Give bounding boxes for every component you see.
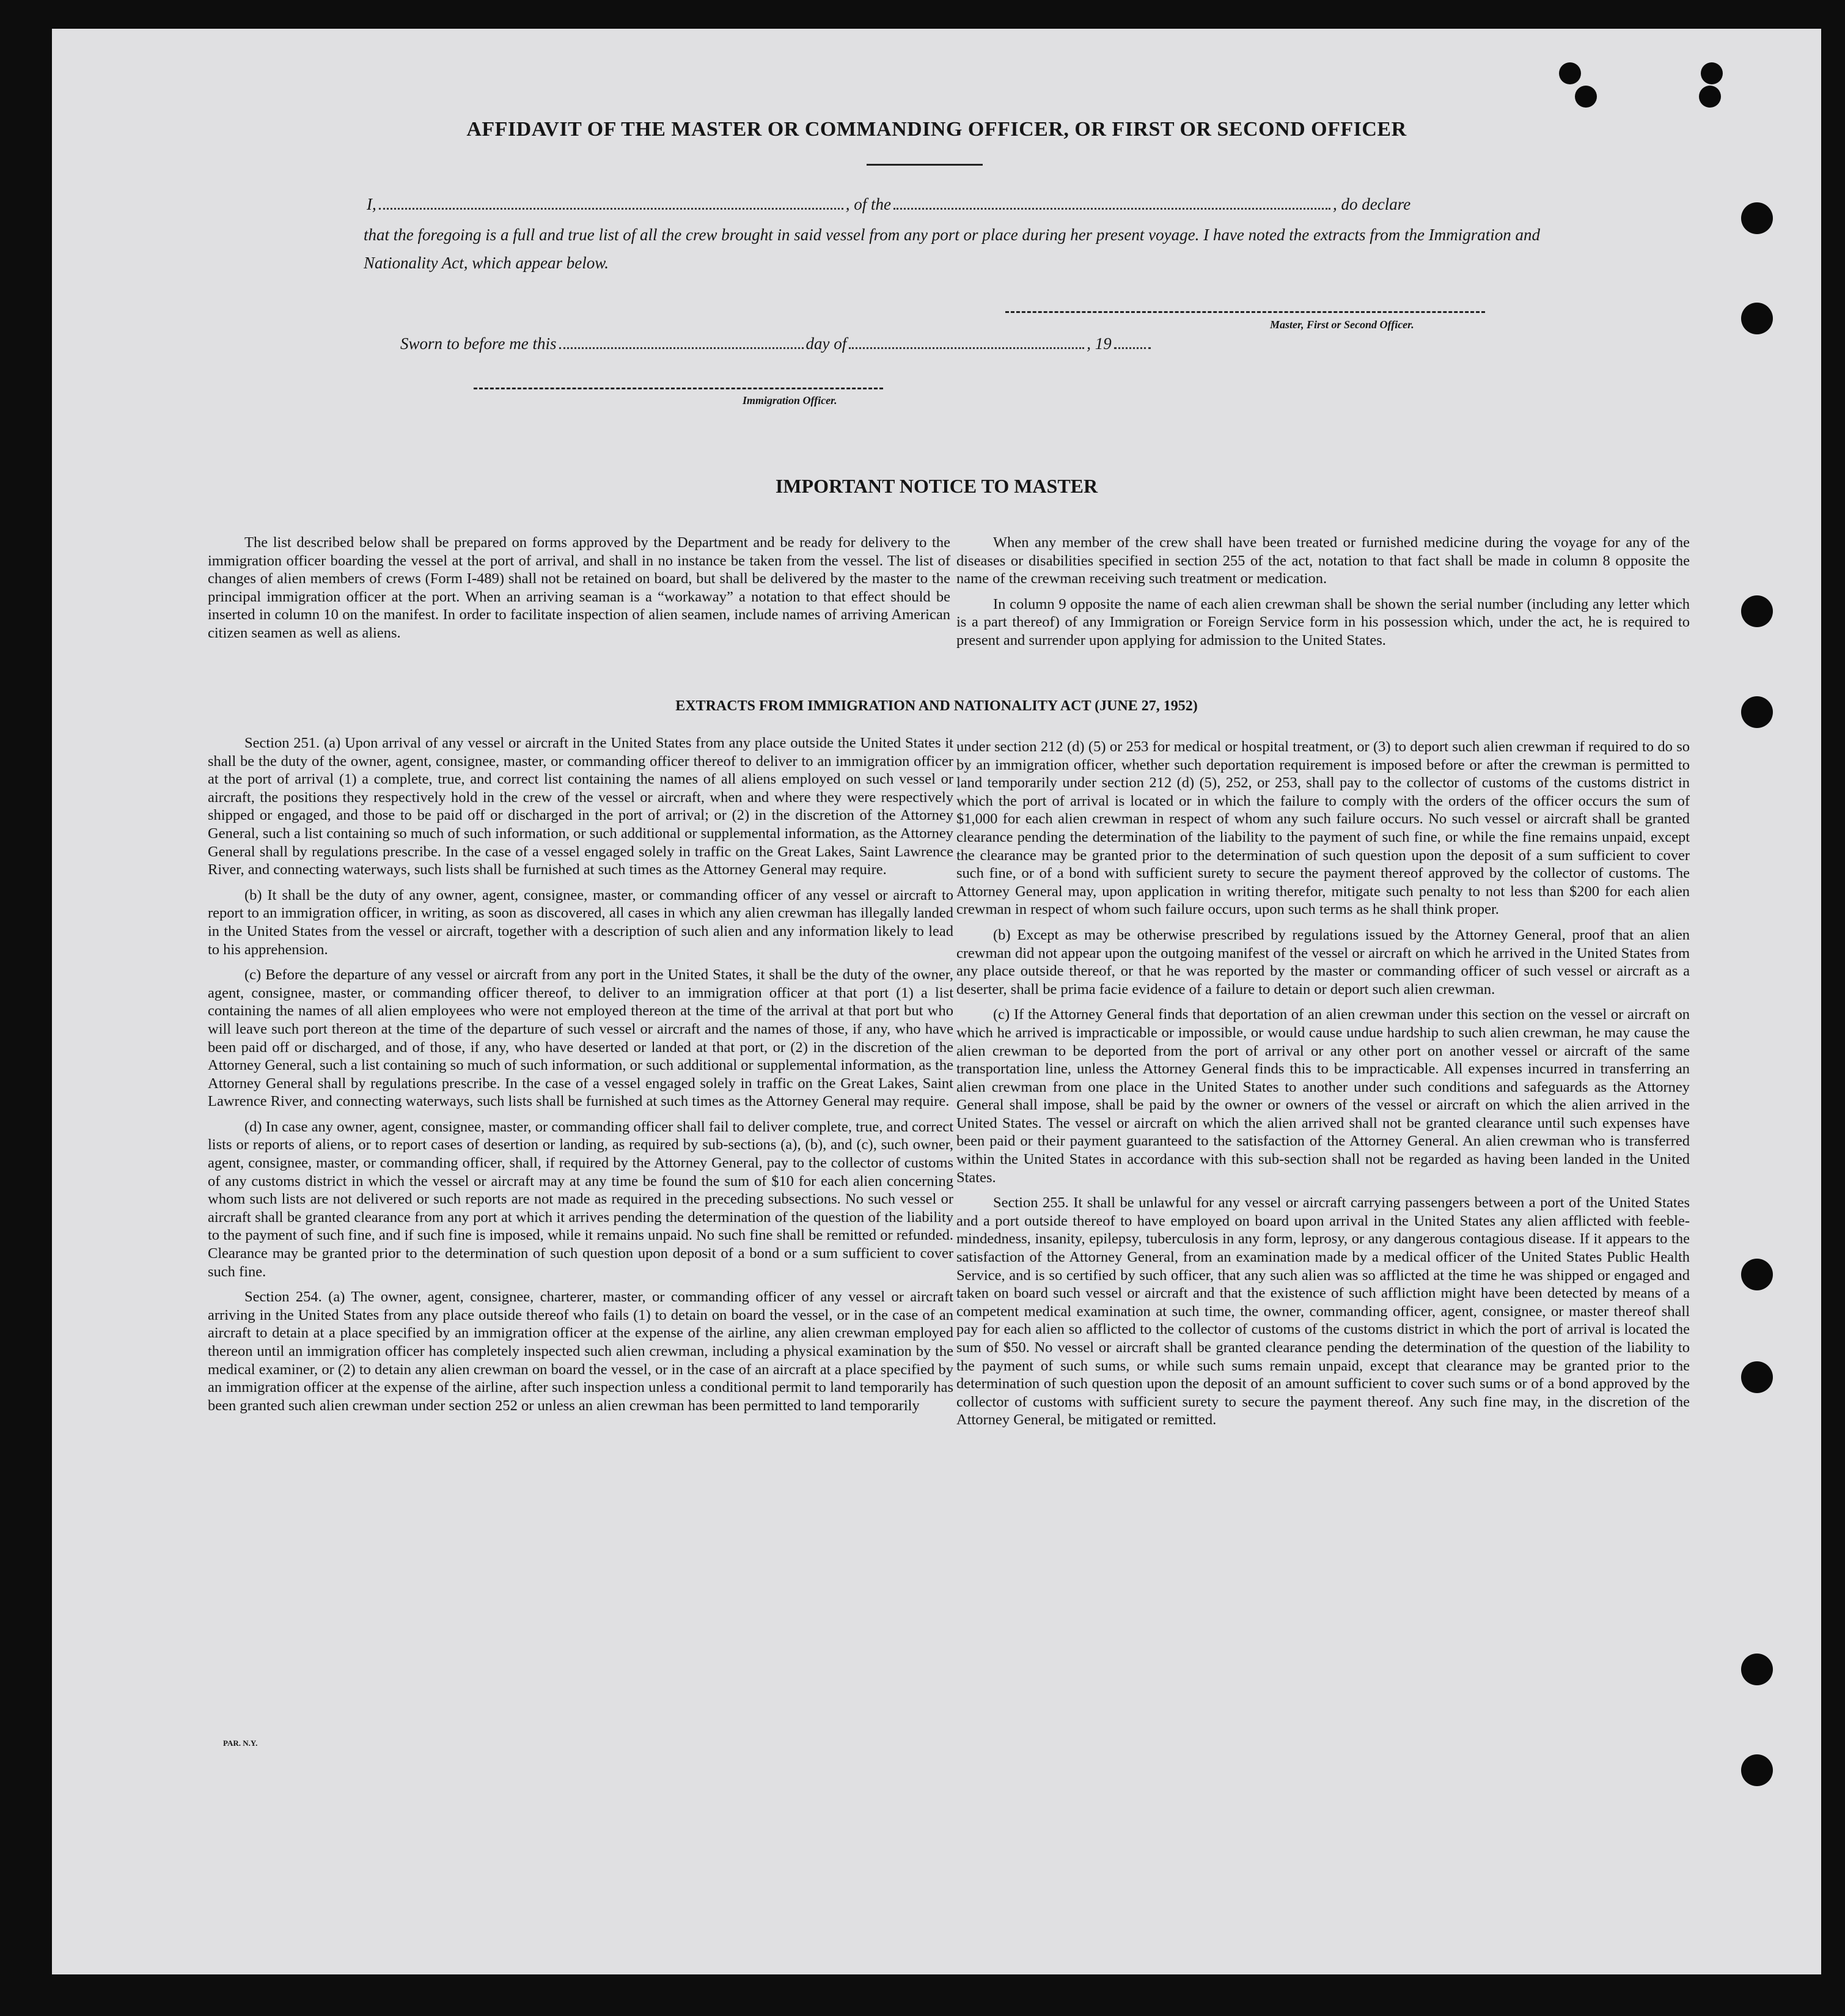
punch-hole	[1741, 1654, 1773, 1685]
affidavit-title: AFFIDAVIT OF THE MASTER OR COMMANDING OFFICER, OR FIRST OR SECOND OFFICER	[466, 118, 1407, 141]
section-251-a: Section 251. (a) Upon arrival of any vessel or aircraft in the United States from any place outside the United States it shall be the duty of the owner, agent, consignee, master, or commanding officer thereof to deliver to an immigration officer at the port of arrival (1) a complete, true, and correct list containing the names of all aliens employed on such vessel or aircraft, the positions they respectively hold in the crew of the vessel or aircraft, when and where they were respectively shipped or engaged, and those to be paid off or discharged in the port of arrival; or (2) in the discretion of the Attorney General, such a list containing so much of such information, or such additional or supplemental information, as the Attorney General shall by regulations prescribe. In the case of a vessel engaged solely in traffic on the Great Lakes, Saint Lawrence River, and connecting waterways, such lists shall be furnished at such times as the Attorney General may require.	[208, 735, 953, 878]
of-the-label: , of the	[845, 195, 891, 213]
punch-hole	[1699, 86, 1721, 108]
day-of-label: day of	[805, 334, 847, 353]
notice-left-column	[208, 534, 950, 650]
form-page	[52, 29, 1821, 1974]
section-254-a: Section 254. (a) The owner, agent, consignee, charterer, master, or commanding officer of any vessel or aircraft arriving in the United States from any place outside thereof who fails (1) to detain on board the vessel, or in the case of an aircraft to detain at a place specified by an immigration officer at the expense of the airline, any alien crewman employed thereon until an immigration officer has completely inspected such alien crewman, including a physical examination by the medical examiner, or (2) to detain any alien crewman on board the vessel, or in the case of an aircraft at a place specified by an immigration officer at the expense of the airline, after such inspection unless a conditional permit to land temporarily has been granted such alien crewman under section 252 or unless an alien crewman has been permitted to land temporarily	[208, 1289, 953, 1414]
punch-hole	[1741, 202, 1773, 234]
vessel-field[interactable]	[893, 207, 1330, 210]
notice-right-text-2: In column 9 opposite the name of each alien crewman shall be shown the serial number (including any letter which is a part thereof) of any Immigration or Foreign Service form in his possession which, under the act, he is required to present and surrender upon applying for admission to the United States.	[956, 595, 1690, 649]
officer-label: Immigration Officer.	[743, 394, 837, 407]
declare-label: , do declare	[1333, 195, 1411, 213]
punch-hole	[1741, 1259, 1773, 1290]
sworn-label: Sworn to before me this	[400, 334, 557, 353]
punch-hole	[1741, 696, 1773, 728]
punch-hole	[1575, 86, 1597, 108]
printer-mark: PAR. N.Y.	[223, 1738, 258, 1748]
punch-hole	[1741, 1361, 1773, 1393]
extracts-right-column	[956, 738, 1690, 1437]
section-251-b: (b) It shall be the duty of any owner, agent, consignee, master, or commanding officer of any vessel or aircraft to report to an immigration officer, in writing, as soon as discovered, all cases in which any alien crewman has illegally landed in the United States from the vessel or aircraft, together with a description of such alien and any information likely to lead to his apprehension.	[208, 886, 953, 958]
i-label: I,	[367, 195, 376, 213]
sworn-line	[400, 334, 1153, 353]
section-255: Section 255. It shall be unlawful for any vessel or aircraft carrying passengers between a port of the United States and a port outside thereof to have employed on board upon arrival in the United States any alien afflicted with feeble-mindedness, insanity, epilepsy, tuberculosis in any form, leprosy, or any dangerous contagious disease. If it appears to the satisfaction of the Attorney General, from an examination made by a medical officer of the United States Public Health Service, and is so certified by such officer, that any such alien was so afflicted at the time he was shipped or engaged and taken on board such vessel or aircraft and that the existence of such affliction might have been detected by means of a competent medical examination at such time, the owner, commanding officer, agent, consignee, or master thereof shall pay for each alien so afflicted to the collector of customs of the customs district in which the port of arrival is located the sum of $50. No vessel or aircraft shall be granted clearance pending the determination of the question of the liability to the payment of such sums, or while such sums remain unpaid, except that clearance may be granted prior to the determination of such question upon the deposit of an amount sufficient to cover such sums or of a bond approved by the collector of customs with sufficient surety to secure the payment thereof. Any such fine may, in the discretion of the Attorney General, be mitigated or remitted.	[956, 1194, 1690, 1429]
notice-right-column	[956, 534, 1690, 657]
sworn-month-field[interactable]	[849, 347, 1084, 349]
title-rule	[867, 164, 983, 166]
declaration-line	[367, 195, 1410, 214]
extracts-title: EXTRACTS FROM IMMIGRATION AND NATIONALITY ACT (JUNE 27, 1952)	[675, 698, 1198, 714]
punch-hole	[1741, 595, 1773, 627]
punch-hole	[1701, 62, 1723, 84]
section-254-a-continued: under section 212 (d) (5) or 253 for medical or hospital treatment, or (3) to deport such alien crewman if required to do so by an immigration officer, whether such deportation requirement is imposed before or after the crewman is permitted to land temporarily under section 212 (d) (5), 252, or 253, shall pay to the collector of customs of the customs district in which the port of arrival is located or in which the failure to comply with the orders of the officer occurs the sum of $1,000 for each alien crewman in respect of whom any such failure occurs. No such vessel or aircraft shall be granted clearance pending the determination of the liability to the payment of such fine, or while the fine remains unpaid, except the clearance may be granted prior to the determination of such question upon the deposit of a sum sufficient to cover such fine, or of a bond with sufficient surety to secure the payment thereof approved by the collector of customs. The Attorney General may, upon application in writing therefor, mitigate such penalty to not less than $200 for each alien crewman in respect of whom such failure occurs, upon such terms as he shall think proper.	[956, 738, 1690, 918]
section-254-b: (b) Except as may be otherwise prescribed by regulations issued by the Attorney General, proof that an alien crewman did not appear upon the outgoing manifest of the vessel or aircraft on which he arrived in the United States from any place outside thereof, or that he was reported by the master or commanding officer of such vessel or aircraft as a deserter, shall be prima facie evidence of a failure to detain or deport such alien crewman.	[956, 926, 1690, 998]
punch-hole	[1559, 62, 1581, 84]
officer-signature-line[interactable]	[474, 388, 883, 389]
year-label: , 19	[1087, 334, 1112, 353]
notice-title: IMPORTANT NOTICE TO MASTER	[775, 475, 1098, 497]
name-field[interactable]	[379, 207, 843, 210]
punch-hole	[1741, 303, 1773, 334]
sworn-year-field[interactable]	[1114, 347, 1151, 349]
master-label: Master, First or Second Officer.	[1270, 318, 1414, 331]
notice-right-text-1: When any member of the crew shall have been treated or furnished medicine during the voyage for any of the diseases or disabilities specified in section 255 of the act, notation to that fact shall be made in column 8 opposite the name of the crewman receiving such treatment or medication.	[956, 534, 1690, 587]
section-251-d: (d) In case any owner, agent, consignee, master, or commanding officer shall fail to deliver complete, true, and correct lists or reports of aliens, or to report cases of desertion or landing, as required by sub-sections (a), (b), and (c), such owner, agent, consignee, master, or commanding officer, shall, if required by the Attorney General, pay to the collector of customs of any customs district in which the vessel or aircraft may at any time be found the sum of $10 for each alien concerning whom such lists are not delivered or such reports are not made as required in the preceding subsections. No such vessel or aircraft shall be granted clearance from any port at which it arrives pending the determination of the question of the liability to the payment of such fine, and if such fine is imposed, while it remains unpaid. No such fine shall be remitted or refunded. Clearance may be granted prior to the determination of such question upon deposit of a bond or a sum sufficient to cover such fine.	[208, 1118, 953, 1280]
section-251-c: (c) Before the departure of any vessel or aircraft from any port in the United States, it shall be the duty of the owner, agent, consignee, master, or commanding officer thereof, to deliver to an immigration officer at that port (1) a list containing the names of all alien employees who were not employed thereon at the time of the arrival at that port but who will leave such port thereon at the time of the departure of such vessel or aircraft and the names of those, if any, who have been paid off or discharged, and of those, if any, who have deserted or landed at that port, or (2) in the discretion of the Attorney General, such a list containing so much of such information, or such additional or supplemental information, as the Attorney General shall by regulations prescribe. In the case of a vessel engaged solely in traffic on the Great Lakes, Saint Lawrence River, and connecting waterways, such lists shall be furnished at such times as the Attorney General may require.	[208, 966, 953, 1110]
sworn-day-field[interactable]	[559, 347, 804, 349]
notice-left-text: The list described below shall be prepared on forms approved by the Department and be ready for delivery to the immigration officer boarding the vessel at the port of arrival, and shall in no instance be taken from the vessel. The list of changes of alien members of crews (Form I-489) shall not be retained on board, but shall be delivered by the master to the principal immigration officer at the port. When an arriving seaman is a “workaway” a notation to that effect should be inserted in column 10 on the manifest. In order to facilitate inspection of alien seamen, include names of arriving American citizen seamen as well as aliens.	[208, 534, 950, 641]
master-signature-line[interactable]	[1005, 311, 1485, 313]
section-254-c: (c) If the Attorney General finds that deportation of an alien crewman under this section on the vessel or aircraft on which he arrived is impracticable or impossible, or would cause undue hardship to such alien crewman, he may cause the alien crewman to be deported from the port of arrival or any other port on another vessel or aircraft of the same transportation line, unless the Attorney General finds this to be impracticable. All expenses incurred in transferring an alien crewman from one place in the United States to another under such conditions and safeguards as the Attorney General shall impose, shall be paid by the owner or owners of the vessel or aircraft on which the alien arrived in the United States. The vessel or aircraft on which the alien arrived shall not be granted clearance until such expenses have been paid or their payment guaranteed to the satisfaction of the Attorney General. An alien crewman who is transferred within the United States in accordance with this sub-section shall not be regarded as having been landed in the United States.	[956, 1006, 1690, 1186]
punch-hole	[1741, 1754, 1773, 1786]
declaration-statement: that the foregoing is a full and true list of all the crew brought in said vessel from any port or place during her present voyage. I have noted the extracts from the Immigration and Nationality Act, which appear below.	[364, 226, 1541, 272]
extracts-left-column	[208, 734, 953, 1422]
